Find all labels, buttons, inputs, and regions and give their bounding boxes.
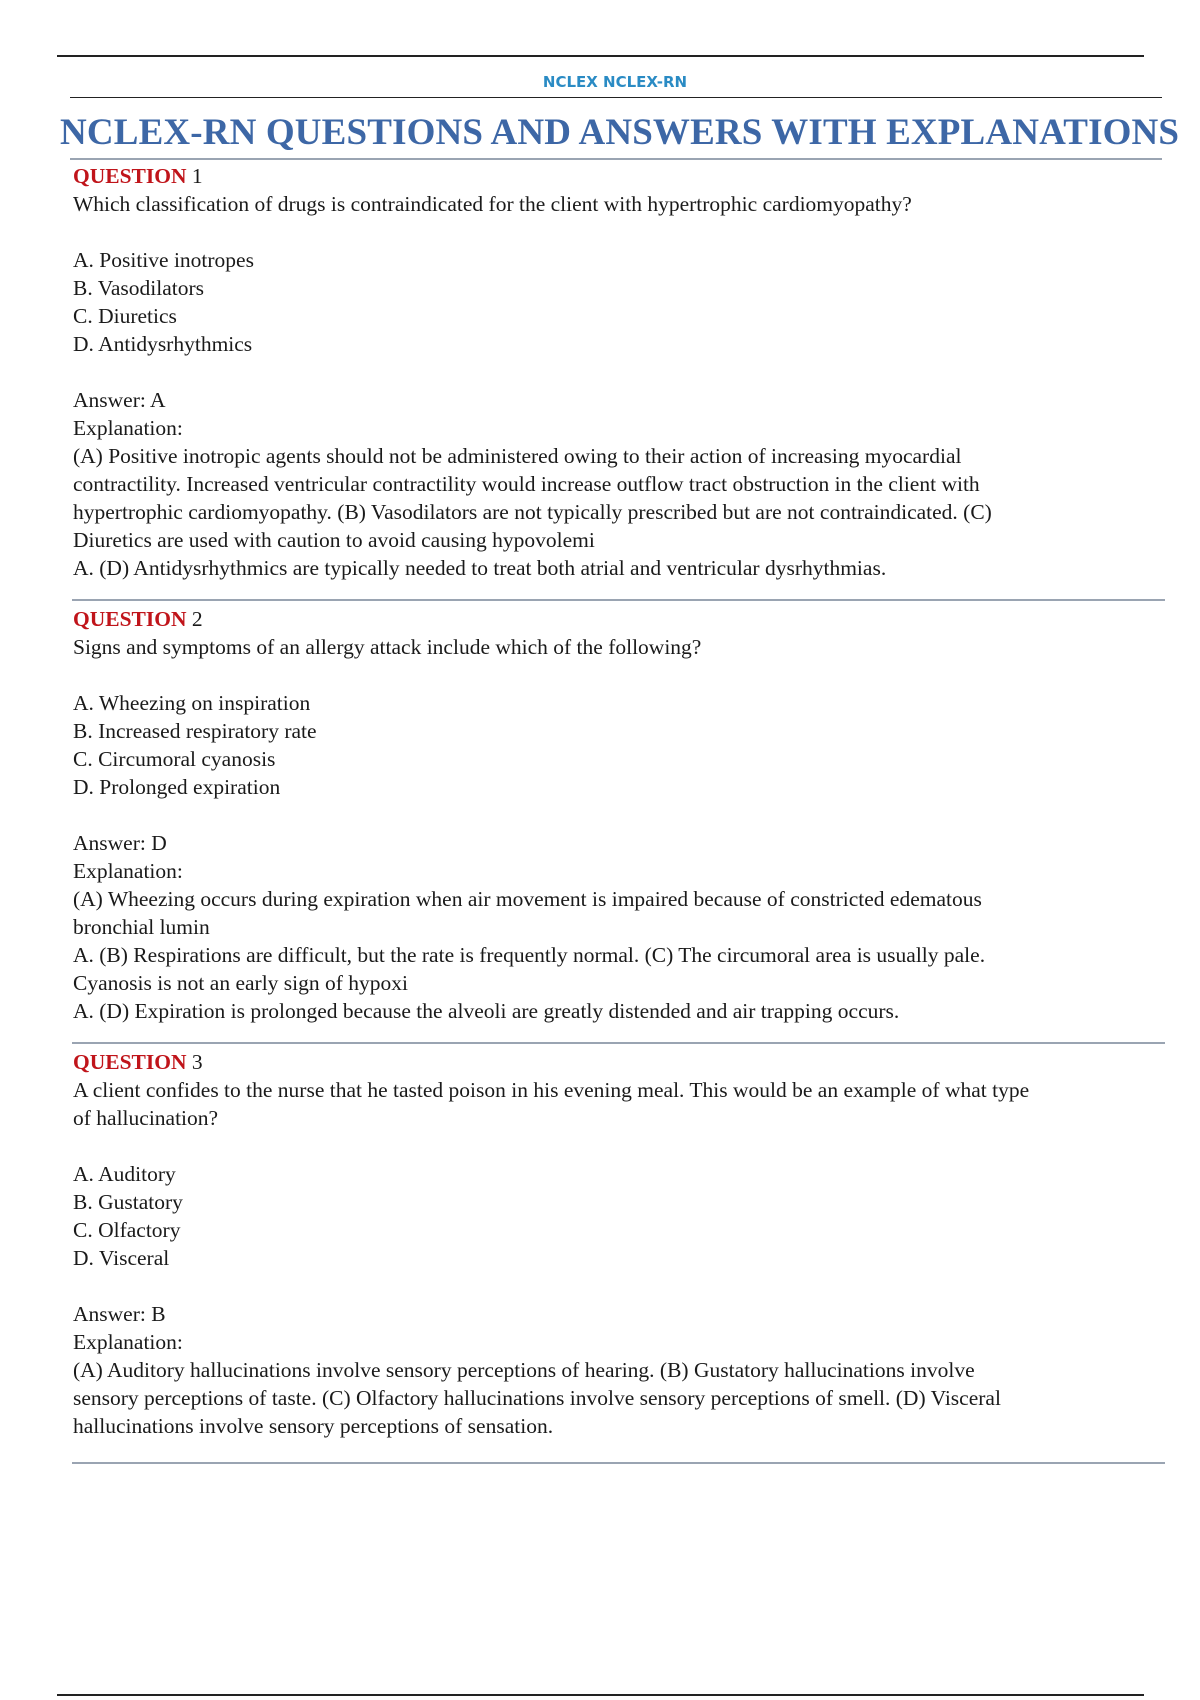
question-label: QUESTION — [73, 164, 187, 188]
answer-options — [73, 246, 1165, 358]
option-a: A. Positive inotropes — [73, 248, 254, 272]
explanation-line: A. (B) Respirations are difficult, but the rate is frequently normal. (C) The circumoral area is usually pale. — [73, 943, 986, 967]
question-divider — [72, 1042, 1165, 1044]
explanation-line: bronchial lumin — [73, 915, 210, 939]
explanation-label: Explanation: — [73, 1330, 183, 1354]
explanation-line: contractility. Increased ventricular contractility would increase outflow tract obstruction in the client with — [73, 472, 980, 496]
answer-text: Answer: D — [73, 831, 167, 855]
question-heading — [73, 162, 1165, 190]
question-block — [73, 605, 1165, 1044]
question-text: of hallucination? — [73, 1106, 219, 1130]
document-title: NCLEX-RN QUESTIONS AND ANSWERS WITH EXPLANATIONS — [60, 112, 1180, 153]
explanation-label: Explanation: — [73, 416, 183, 440]
explanation-line: hallucinations involve sensory perceptions of sensation. — [73, 1414, 554, 1438]
option-a: A. Auditory — [73, 1162, 176, 1186]
question-heading — [73, 605, 1165, 633]
explanation-line: Diuretics are used with caution to avoid causing hypovolemi — [73, 528, 595, 552]
explanation-line: sensory perceptions of taste. (C) Olfactory hallucinations involve sensory perceptions of smell. (D) Visceral — [73, 1386, 1001, 1410]
explanation-line: A. (D) Antidysrhythmics are typically needed to treat both atrial and ventricular dysrhythmias. — [73, 556, 887, 580]
title-rule — [70, 158, 1162, 160]
question-number: 3 — [191, 1050, 203, 1074]
question-divider — [72, 599, 1165, 601]
question-label: QUESTION — [73, 1050, 187, 1074]
option-d: D. Prolonged expiration — [73, 775, 281, 799]
explanation-label: Explanation: — [73, 859, 183, 883]
header-rule — [70, 97, 1162, 98]
question-block — [73, 1048, 1165, 1464]
question-label: QUESTION — [73, 607, 187, 631]
answer-text: Answer: A — [73, 388, 166, 412]
option-b: B. Increased respiratory rate — [73, 719, 317, 743]
question-divider — [72, 1462, 1165, 1464]
option-d: D. Visceral — [73, 1246, 170, 1270]
option-b: B. Vasodilators — [73, 276, 204, 300]
option-d: D. Antidysrhythmics — [73, 332, 253, 356]
explanation-line: (A) Positive inotropic agents should not be administered owing to their action of increasing myocardial — [73, 444, 962, 468]
running-header: NCLEX NCLEX-RN — [542, 73, 688, 91]
option-a: A. Wheezing on inspiration — [73, 691, 311, 715]
question-block — [73, 162, 1165, 601]
explanation-line: hypertrophic cardiomyopathy. (B) Vasodilators are not typically prescribed but are not contraindicated. (C) — [73, 500, 992, 524]
explanation-line: (A) Auditory hallucinations involve sensory perceptions of hearing. (B) Gustatory hallucinations involve — [73, 1358, 975, 1382]
answer-options — [73, 1160, 1165, 1272]
question-number: 2 — [191, 607, 203, 631]
questions-container — [73, 162, 1165, 1468]
explanation-line: A. (D) Expiration is prolonged because the alveoli are greatly distended and air trapping occurs. — [73, 999, 900, 1023]
question-text: Which classification of drugs is contraindicated for the client with hypertrophic cardiomyopathy? — [73, 192, 912, 216]
question-heading — [73, 1048, 1165, 1076]
answer-options — [73, 689, 1165, 801]
explanation-line: (A) Wheezing occurs during expiration when air movement is impaired because of constricted edematous — [73, 887, 982, 911]
option-c: C. Circumoral cyanosis — [73, 747, 276, 771]
option-c: C. Olfactory — [73, 1218, 181, 1242]
question-number: 1 — [191, 164, 203, 188]
page-bottom-rule — [57, 1694, 1144, 1696]
page-top-rule — [57, 55, 1144, 57]
answer-text: Answer: B — [73, 1302, 166, 1326]
option-c: C. Diuretics — [73, 304, 177, 328]
explanation-line: Cyanosis is not an early sign of hypoxi — [73, 971, 409, 995]
question-text: Signs and symptoms of an allergy attack include which of the following? — [73, 635, 702, 659]
option-b: B. Gustatory — [73, 1190, 183, 1214]
question-text: A client confides to the nurse that he tasted poison in his evening meal. This would be an example of what type — [73, 1078, 1030, 1102]
